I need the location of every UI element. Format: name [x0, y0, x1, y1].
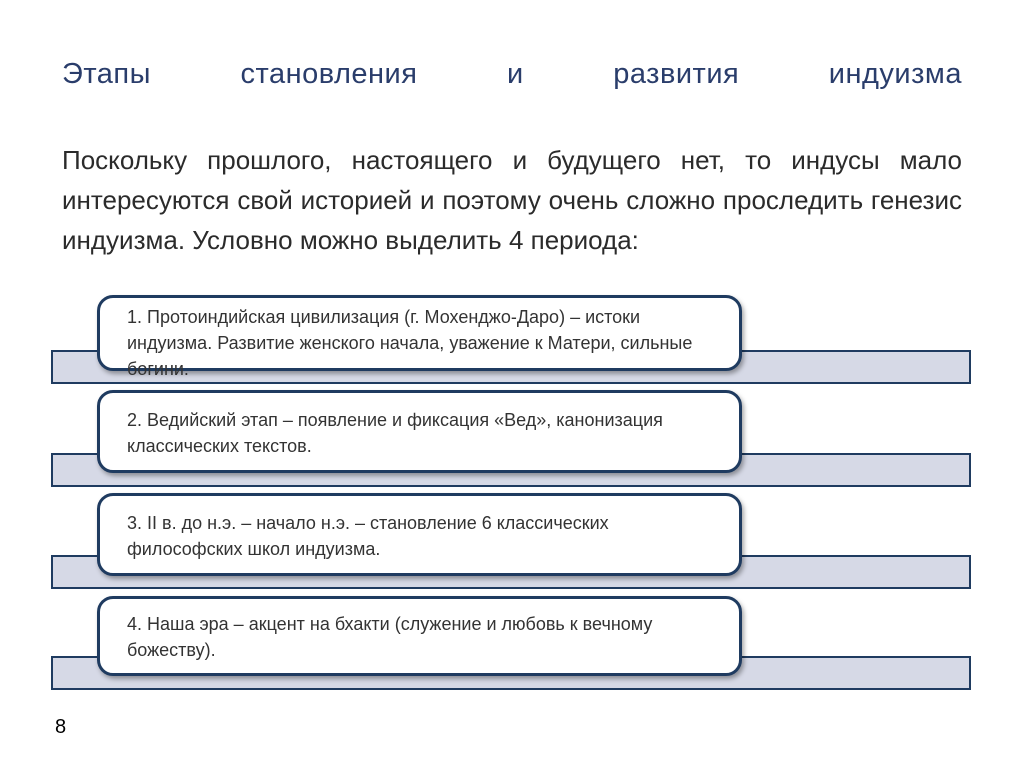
page-number: 8 [55, 716, 67, 738]
period-card-3 [97, 493, 742, 576]
title-word: развития [613, 58, 740, 90]
period-text-3: 3. II в. до н.э. – начало н.э. – становление 6 классических философских школ индуизма. [127, 513, 609, 559]
intro-paragraph: Поскольку прошлого, настоящего и будущего нет, то индусы мало интересуются свой историей и поэтому очень сложно проследить генезис индуизма. Условно можно выделить 4 периода: [62, 145, 962, 255]
title-word: и [506, 58, 524, 90]
period-text-2: 2. Ведийский этап – появление и фиксация «Вед», канонизация классических текстов. [127, 410, 663, 456]
title-word: становления [240, 58, 418, 90]
title-word: индуизма [828, 58, 962, 90]
period-text-1: 1. Протоиндийская цивилизация (г. Мохенджо-Даро) – истоки индуизма. Развитие женского начала, уважение к Матери, сильные богини. [127, 307, 693, 379]
slide-title [62, 58, 962, 91]
title-word: Этапы [62, 58, 151, 90]
period-card-4 [97, 596, 742, 676]
period-card-2 [97, 390, 742, 473]
period-card-1 [97, 295, 742, 379]
period-text-4: 4. Наша эра – акцент на бхакти (служение и любовь к вечному божеству). [127, 614, 653, 660]
